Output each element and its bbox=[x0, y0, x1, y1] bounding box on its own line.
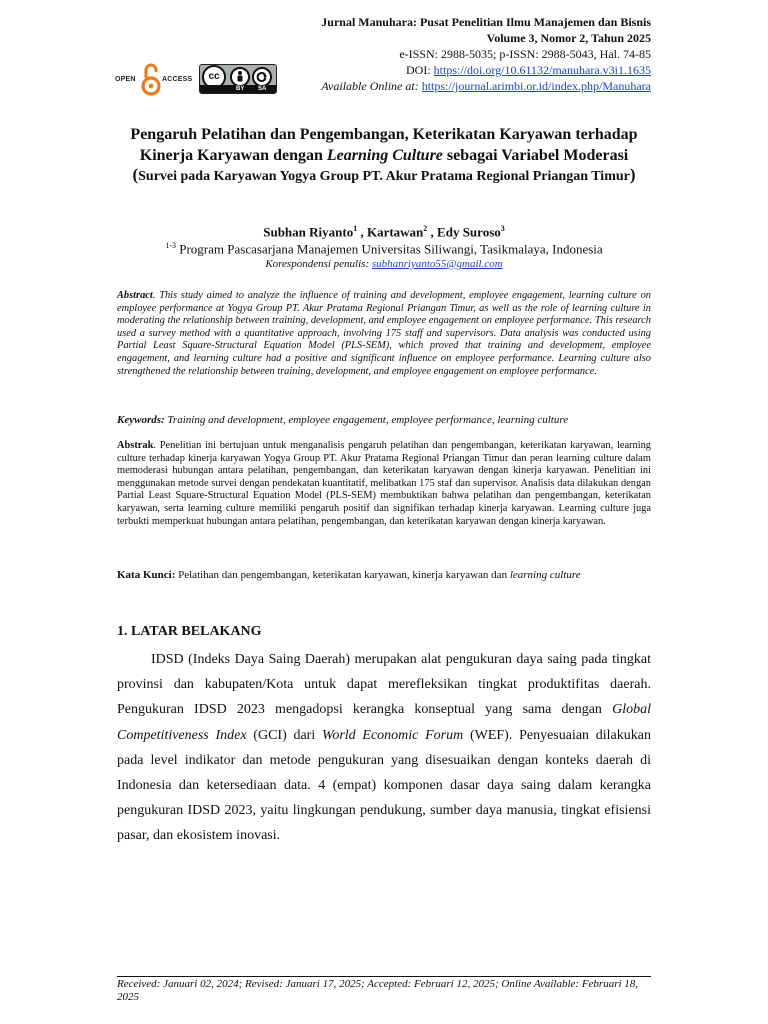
title-line-1: Pengaruh Pelatihan dan Pengembangan, Keterikatan Karyawan terhadap bbox=[130, 126, 638, 143]
keywords-english: Keywords: Training and development, employee engagement, employee performance, learning culture bbox=[117, 414, 569, 426]
abstract-english bbox=[117, 290, 651, 378]
keywords-indonesian: Kata Kunci: Pelatihan dan pengembangan, keterikatan karyawan, kinerja karyawan dan learning culture bbox=[117, 569, 581, 581]
journal-issn: e-ISSN: 2988-5035; p-ISSN: 2988-5043, Hal. 74-85 bbox=[399, 47, 651, 61]
title-line-2: Kinerja Karyawan dengan Learning Culture sebagai Variabel Moderasi bbox=[139, 147, 629, 164]
correspondence: Korespondensi penulis: subhanriyanto55@gmail.com bbox=[265, 258, 503, 270]
doi-link[interactable]: https://doi.org/10.61132/manuhara.v3i1.1635 bbox=[433, 63, 651, 77]
abstract-label: Abstract bbox=[117, 290, 153, 301]
paper-title bbox=[100, 124, 668, 166]
open-access-left-text: OPEN bbox=[115, 76, 136, 83]
section-heading: 1. LATAR BELAKANG bbox=[117, 624, 262, 639]
abstract-indonesian bbox=[117, 440, 651, 528]
journal-url-link[interactable]: https://journal.arimbi.or.id/index.php/Manuhara bbox=[421, 79, 651, 93]
corresponding-email-link[interactable]: subhanriyanto55@gmail.com bbox=[371, 258, 503, 270]
available-line bbox=[321, 78, 651, 94]
cc-sa-label: SA bbox=[258, 86, 267, 92]
open-access-logo bbox=[115, 62, 197, 98]
journal-volume: Volume 3, Nomor 2, Tahun 2025 bbox=[486, 31, 651, 45]
license-logos bbox=[115, 58, 315, 98]
footer-dates: Received: Januari 02, 2024; Revised: Januari 17, 2025; Accepted: Februari 12, 2025; Online Available: Februari 18, 2025 bbox=[117, 978, 639, 1003]
doi-line bbox=[321, 62, 651, 78]
open-lock-icon bbox=[141, 62, 161, 96]
abstrak-label: Abstrak bbox=[117, 440, 154, 451]
author-list: Subhan Riyanto$^1$ , Kartawan$^2$ , Edy Suroso$^3$ bbox=[263, 224, 505, 240]
journal-header bbox=[115, 14, 651, 94]
affiliation: $^{1-3}$ Program Pascasarjana Manajemen Universitas Siliwangi, Tasikmalaya, Indonesia bbox=[165, 241, 603, 257]
cc-by-person-icon bbox=[230, 67, 250, 87]
cc-by-sa-badge bbox=[199, 64, 277, 94]
paper-subtitle: (Survei pada Karyawan Yogya Group PT. Akur Pratama Regional Priangan Timur) bbox=[132, 165, 636, 184]
author-3: Edy Suroso bbox=[437, 224, 501, 240]
journal-info bbox=[321, 14, 651, 94]
doi-label: DOI: bbox=[406, 63, 431, 77]
cc-band bbox=[200, 85, 276, 93]
footer-divider bbox=[117, 976, 651, 977]
cc-icon: cc bbox=[202, 65, 226, 89]
available-label: Available Online at: bbox=[321, 79, 419, 93]
author-2: Kartawan bbox=[366, 224, 424, 240]
abstract-text: . This study aimed to analyze the influence of training and development, employee engagement, learning culture on employee performance at Yogya Group PT. Akur Pratama Regional Priangan Timur, as well as the role of learning culture in moderating the relationship between training, development, and employee engagement on employee performance. This research used a survey method with a quantitative approach, involving 175 staff and supervisors. Data analysis was conducted using Partial Least Square-Structural Equation Model (PLS-SEM), which proved that training and development, employee engagement, and learning culture had a positive and significant influence on employee performance. Learning culture also strengthened the relationship between training, development, and employee engagement on employee performance. bbox=[117, 290, 651, 377]
open-access-right-text: ACCESS bbox=[162, 76, 193, 83]
body-paragraph: IDSD (Indeks Daya Saing Daerah) merupakan alat pengukuran daya saing pada tingkat provinsi dan kabupaten/Kota untuk dapat merefleksikan tingkat produktifitas daerah. Pengukuran IDSD 2023 mengadopsi kerangka konseptual yang sama dengan Global Competitiveness Index (GCI) dari World Economic Forum (WEF). Penyesuaian dilakukan pada level indikator dan metode pengukuran yang disesuaikan dengan konteks daerah di Indonesia dan ketersediaan data. 4 (empat) komponen dasar daya saing dalam kerangka pengukuran IDSD 2023, yaitu lingkungan pendukung, sumber daya manusia, tingkat efisiensi pasar, dan ekosistem inovasi. bbox=[117, 652, 651, 844]
abstrak-text: . Penelitian ini bertujuan untuk menganalisis pengaruh pelatihan dan pengembangan, keterikatan karyawan, learning culture terhadap kinerja karyawan Yogya Group PT. Akur Pratama Regional Priangan Timur dan peran learning culture dalam memoderasi hubungan antara pelatihan, pengembangan, dan keterikatan karyawan dengan kinerja karyawan. Penelitian ini menggunakan metode survei dengan pendekatan kuantitatif, melibatkan 175 staf dan supervisor. Analisis data dilakukan dengan Partial Least Square-Structural Equation Model (PLS-SEM) membuktikan bahwa pelatihan dan pengembangan, keterikatan karyawan, serta learning culture memiliki pengaruh positif dan signifikan terhadap kinerja karyawan. Learning culture juga terbukti memperkuat hubungan antara pelatihan, pengembangan, dan keterikatan karyawan dengan kinerja karyawan. bbox=[117, 440, 651, 527]
journal-name: Jurnal Manuhara: Pusat Penelitian Ilmu Manajemen dan Bisnis bbox=[321, 15, 651, 29]
cc-sa-icon bbox=[252, 67, 272, 87]
cc-by-label: BY bbox=[236, 86, 245, 92]
author-1: Subhan Riyanto bbox=[263, 224, 354, 240]
